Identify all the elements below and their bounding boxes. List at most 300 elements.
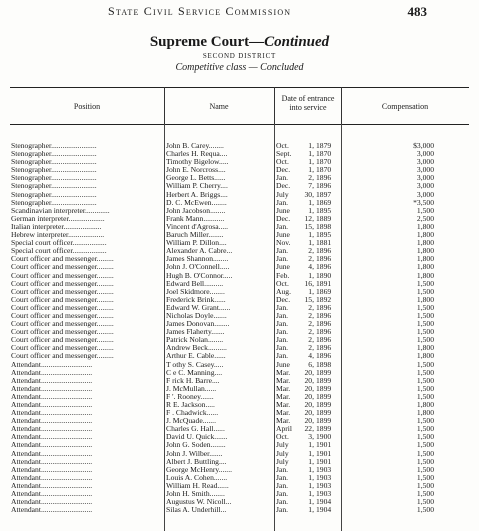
cell-name: John H. Smith........ bbox=[166, 490, 225, 499]
cell-month: Mar. bbox=[276, 376, 291, 385]
cell-month: Jan. bbox=[276, 303, 289, 312]
cell-month: June bbox=[276, 206, 290, 215]
cell-month: June bbox=[276, 231, 290, 240]
cell-year: 1899 bbox=[316, 425, 332, 434]
cell-day: 1, bbox=[308, 465, 314, 474]
cell-comp: 1,800 bbox=[416, 271, 434, 280]
cell-name: J. McMullan...... bbox=[166, 384, 217, 393]
cell-day: 2, bbox=[308, 303, 314, 312]
column-header-compensation: Compensation bbox=[381, 102, 429, 111]
table-body bbox=[0, 142, 479, 514]
table-row bbox=[0, 239, 479, 247]
cell-position: Stenographer........................ bbox=[11, 166, 97, 175]
cell-position: Hebrew interpreter................... bbox=[11, 231, 105, 240]
cell-month: Feb. bbox=[276, 271, 290, 280]
cell-day: 1, bbox=[308, 239, 314, 248]
cell-year: 1896 bbox=[316, 174, 332, 183]
cell-name: John E. Norcross.... bbox=[166, 166, 226, 175]
header-divider bbox=[274, 87, 275, 124]
cell-position: Attendant........................... bbox=[11, 449, 93, 458]
table-row bbox=[0, 312, 479, 320]
cell-year: 1904 bbox=[316, 506, 332, 515]
cell-name: Charles H. Requa.... bbox=[166, 150, 228, 159]
table-top-rule bbox=[10, 87, 469, 88]
cell-name: William P. Cherry.... bbox=[166, 182, 228, 191]
cell-month: Mar. bbox=[276, 417, 291, 426]
cell-position: German interpreter................... bbox=[11, 214, 105, 223]
table-row bbox=[0, 377, 479, 385]
cell-position: Stenographer........................ bbox=[11, 198, 97, 207]
cell-month: Jan. bbox=[276, 336, 289, 345]
cell-name: Frederick Brink...... bbox=[166, 295, 226, 304]
table-row bbox=[0, 344, 479, 352]
cell-comp: *3,500 bbox=[413, 198, 434, 207]
cell-day: 20, bbox=[304, 417, 314, 426]
cell-year: 1879 bbox=[316, 142, 332, 150]
cell-day: 1, bbox=[308, 490, 314, 499]
cell-comp: 1,800 bbox=[416, 409, 434, 418]
cell-position: Attendant........................... bbox=[11, 360, 93, 369]
cell-month: July bbox=[276, 190, 289, 199]
cell-comp: 1,500 bbox=[416, 490, 434, 499]
cell-month: Dec. bbox=[276, 295, 291, 304]
cell-name: Joel Skidmore........ bbox=[166, 287, 225, 296]
table-row bbox=[0, 466, 479, 474]
cell-day: 15, bbox=[304, 295, 314, 304]
cell-day: 1, bbox=[308, 481, 314, 490]
cell-name: George McHenry....... bbox=[166, 465, 233, 474]
cell-comp: 1,500 bbox=[416, 303, 434, 312]
cell-comp: 1,500 bbox=[416, 206, 434, 215]
cell-comp: 1,500 bbox=[416, 506, 434, 515]
cell-name: James Flaherty....... bbox=[166, 328, 225, 337]
cell-position: Italian interpreter.................... bbox=[11, 222, 102, 231]
cell-day: 2, bbox=[308, 174, 314, 183]
column-header-position: Position bbox=[73, 102, 101, 111]
cell-comp: $3,000 bbox=[413, 142, 434, 150]
cell-month: Mar. bbox=[276, 392, 291, 401]
cell-name: R E. Jackson..... bbox=[166, 401, 215, 409]
table-row bbox=[0, 142, 479, 150]
cell-position: Court officer and messenger......... bbox=[11, 279, 114, 288]
cell-year: 1899 bbox=[316, 409, 332, 418]
cell-name: Vincent d'Agrosa..... bbox=[166, 222, 229, 231]
table-row bbox=[0, 409, 479, 417]
cell-day: 1, bbox=[308, 457, 314, 466]
cell-name: George L. Betts...... bbox=[166, 174, 226, 183]
cell-position: Court officer and messenger......... bbox=[11, 320, 114, 329]
cell-year: 1896 bbox=[316, 352, 332, 361]
table-row bbox=[0, 304, 479, 312]
cell-position: Attendant........................... bbox=[11, 457, 93, 466]
cell-month: Sept. bbox=[276, 150, 292, 159]
table-row bbox=[0, 417, 479, 425]
cell-year: 1897 bbox=[316, 190, 332, 199]
cell-position: Attendant........................... bbox=[11, 433, 93, 442]
cell-position: Attendant........................... bbox=[11, 417, 93, 426]
cell-comp: 1,500 bbox=[416, 441, 434, 450]
cell-day: 1, bbox=[308, 449, 314, 458]
cell-position: Stenographer........................ bbox=[11, 182, 97, 191]
cell-day: 1, bbox=[308, 198, 314, 207]
cell-position: Court officer and messenger......... bbox=[11, 328, 114, 337]
cell-year: 1896 bbox=[316, 255, 332, 264]
table-row bbox=[0, 369, 479, 377]
cell-comp: 1,500 bbox=[416, 449, 434, 458]
cell-day: 2, bbox=[308, 328, 314, 337]
cell-comp: 3,000 bbox=[416, 190, 434, 199]
table-row bbox=[0, 272, 479, 280]
table-row bbox=[0, 450, 479, 458]
cell-day: 1, bbox=[308, 506, 314, 515]
cell-comp: 1,500 bbox=[416, 376, 434, 385]
table-row bbox=[0, 458, 479, 466]
cell-name: Nicholas Doyle....... bbox=[166, 311, 227, 320]
cell-year: 1870 bbox=[316, 166, 332, 175]
cell-comp: 1,800 bbox=[416, 295, 434, 304]
cell-name: Louis A. Cohen....... bbox=[166, 473, 228, 482]
cell-month: Jan. bbox=[276, 174, 289, 183]
cell-month: Jan. bbox=[276, 506, 289, 515]
table-row bbox=[0, 231, 479, 239]
cell-day: 4, bbox=[308, 352, 314, 361]
cell-month: Oct. bbox=[276, 279, 289, 288]
cell-month: Mar. bbox=[276, 384, 291, 393]
cell-year: 1899 bbox=[316, 392, 332, 401]
cell-name: Timothy Bigelow..... bbox=[166, 158, 229, 167]
cell-position: Court officer and messenger......... bbox=[11, 352, 114, 361]
table-row bbox=[0, 441, 479, 449]
cell-position: Court officer and messenger......... bbox=[11, 255, 114, 264]
cell-comp: 1,500 bbox=[416, 287, 434, 296]
table-row bbox=[0, 401, 479, 409]
cell-comp: 1,500 bbox=[416, 311, 434, 320]
cell-year: 1899 bbox=[316, 384, 332, 393]
cell-name: Edward Bell.......... bbox=[166, 279, 224, 288]
cell-comp: 1,500 bbox=[416, 481, 434, 490]
cell-month: Jan. bbox=[276, 247, 289, 256]
cell-month: Jan. bbox=[276, 198, 289, 207]
cell-year: 1904 bbox=[316, 498, 332, 507]
cell-position: Attendant........................... bbox=[11, 384, 93, 393]
cell-day: 2, bbox=[308, 255, 314, 264]
cell-position: Special court officer.................. bbox=[11, 247, 107, 256]
table-row bbox=[0, 150, 479, 158]
cell-day: 1, bbox=[308, 166, 314, 175]
table-row bbox=[0, 255, 479, 263]
cell-year: 1899 bbox=[316, 368, 332, 377]
cell-comp: 2,500 bbox=[416, 214, 434, 223]
cell-day: 15, bbox=[304, 222, 314, 231]
table-row bbox=[0, 482, 479, 490]
cell-name: Augustus W. Nicoll... bbox=[166, 498, 232, 507]
cell-day: 1, bbox=[308, 231, 314, 240]
cell-day: 2, bbox=[308, 247, 314, 256]
cell-comp: 1,500 bbox=[416, 336, 434, 345]
cell-day: 20, bbox=[304, 376, 314, 385]
cell-comp: 1,500 bbox=[416, 465, 434, 474]
cell-name: Charles G. Hall...... bbox=[166, 425, 225, 434]
running-title: State Civil Service Commission bbox=[108, 4, 292, 18]
cell-comp: 3,000 bbox=[416, 182, 434, 191]
cell-day: 1, bbox=[308, 473, 314, 482]
table-row bbox=[0, 174, 479, 182]
cell-comp: 1,800 bbox=[416, 255, 434, 264]
cell-name: James Donovan........ bbox=[166, 320, 230, 329]
cell-month: Dec. bbox=[276, 182, 291, 191]
table-row bbox=[0, 393, 479, 401]
cell-name: F . Chadwick...... bbox=[166, 409, 219, 418]
table-row bbox=[0, 296, 479, 304]
cell-month: April bbox=[276, 425, 293, 434]
cell-day: 6, bbox=[308, 360, 314, 369]
cell-month: Jan. bbox=[276, 222, 289, 231]
cell-position: Stenographer........................ bbox=[11, 142, 97, 150]
cell-comp: 1,500 bbox=[416, 417, 434, 426]
table-row bbox=[0, 263, 479, 271]
cell-name: Silas A. Underhill... bbox=[166, 506, 227, 515]
cell-name: John Jacobson........ bbox=[166, 206, 226, 215]
cell-name: T othy S. Casey..... bbox=[166, 360, 224, 369]
section-continued: —Continued bbox=[249, 34, 330, 50]
cell-month: Jan. bbox=[276, 344, 289, 353]
cell-comp: 1,500 bbox=[416, 498, 434, 507]
table-row bbox=[0, 506, 479, 514]
cell-day: 20, bbox=[304, 409, 314, 418]
cell-comp: 1,500 bbox=[416, 473, 434, 482]
cell-name: Edward W. Grant...... bbox=[166, 303, 231, 312]
cell-name: John J. Wilber....... bbox=[166, 449, 223, 458]
cell-comp: 1,800 bbox=[416, 401, 434, 409]
cell-name: John J. O'Connell..... bbox=[166, 263, 230, 272]
table-row bbox=[0, 223, 479, 231]
cell-year: 1901 bbox=[316, 457, 332, 466]
cell-day: 1, bbox=[308, 441, 314, 450]
cell-day: 1, bbox=[308, 142, 314, 150]
cell-name: William H. Read...... bbox=[166, 481, 229, 490]
cell-position: Stenographer........................ bbox=[11, 190, 97, 199]
cell-name: James Shannon........ bbox=[166, 255, 229, 264]
cell-comp: 1,800 bbox=[416, 344, 434, 353]
cell-position: Attendant........................... bbox=[11, 401, 93, 409]
cell-month: Jan. bbox=[276, 498, 289, 507]
cell-position: Attendant........................... bbox=[11, 376, 93, 385]
cell-position: Stenographer........................ bbox=[11, 174, 97, 183]
cell-year: 1903 bbox=[316, 490, 332, 499]
cell-comp: 1,500 bbox=[416, 279, 434, 288]
table-row bbox=[0, 247, 479, 255]
cell-position: Attendant........................... bbox=[11, 425, 93, 434]
table-row bbox=[0, 158, 479, 166]
cell-position: Attendant........................... bbox=[11, 498, 93, 507]
cell-day: 20, bbox=[304, 392, 314, 401]
cell-day: 2, bbox=[308, 344, 314, 353]
cell-month: Jan. bbox=[276, 473, 289, 482]
cell-name: J. McQuade....... bbox=[166, 417, 216, 426]
cell-position: Attendant........................... bbox=[11, 481, 93, 490]
cell-year: 1896 bbox=[316, 182, 332, 191]
cell-comp: 1,800 bbox=[416, 263, 434, 272]
cell-year: 1890 bbox=[316, 271, 332, 280]
table-row bbox=[0, 207, 479, 215]
cell-day: 1, bbox=[308, 271, 314, 280]
cell-month: July bbox=[276, 457, 289, 466]
cell-position: Attendant........................... bbox=[11, 490, 93, 499]
cell-day: 1, bbox=[308, 158, 314, 167]
cell-position: Court officer and messenger......... bbox=[11, 271, 114, 280]
cell-year: 1898 bbox=[316, 222, 332, 231]
cell-month: Oct. bbox=[276, 142, 289, 150]
table-row bbox=[0, 425, 479, 433]
cell-month: Mar. bbox=[276, 409, 291, 418]
cell-year: 1899 bbox=[316, 376, 332, 385]
cell-comp: 3,000 bbox=[416, 174, 434, 183]
cell-day: 1, bbox=[308, 498, 314, 507]
cell-year: 1896 bbox=[316, 328, 332, 337]
cell-year: 1903 bbox=[316, 473, 332, 482]
cell-month: Oct. bbox=[276, 433, 289, 442]
cell-year: 1881 bbox=[316, 239, 332, 248]
cell-day: 1, bbox=[308, 150, 314, 159]
cell-comp: 1,500 bbox=[416, 320, 434, 329]
table-row bbox=[0, 385, 479, 393]
table-row bbox=[0, 166, 479, 174]
cell-comp: 1,500 bbox=[416, 368, 434, 377]
cell-month: Jan. bbox=[276, 328, 289, 337]
cell-comp: 1,800 bbox=[416, 239, 434, 248]
cell-comp: 3,000 bbox=[416, 158, 434, 167]
cell-year: 1896 bbox=[316, 320, 332, 329]
cell-month: Jan. bbox=[276, 481, 289, 490]
cell-name: Alexander A. Cabre... bbox=[166, 247, 233, 256]
cell-comp: 1,500 bbox=[416, 360, 434, 369]
cell-position: Court officer and messenger......... bbox=[11, 263, 114, 272]
cell-position: Stenographer........................ bbox=[11, 158, 97, 167]
cell-month: Oct. bbox=[276, 158, 289, 167]
cell-month: Jan. bbox=[276, 352, 289, 361]
table-header-rule bbox=[10, 124, 469, 125]
cell-position: Court officer and messenger......... bbox=[11, 336, 114, 345]
cell-year: 1891 bbox=[316, 279, 332, 288]
cell-name: Baruch Miller........ bbox=[166, 231, 224, 240]
section-heading bbox=[0, 34, 479, 51]
cell-comp: 1,500 bbox=[416, 457, 434, 466]
cell-day: 7, bbox=[308, 182, 314, 191]
cell-day: 2, bbox=[308, 311, 314, 320]
cell-comp: 1,800 bbox=[416, 247, 434, 256]
cell-year: 1899 bbox=[316, 401, 332, 409]
table-row bbox=[0, 336, 479, 344]
cell-day: 20, bbox=[304, 368, 314, 377]
cell-position: Stenographer........................ bbox=[11, 150, 97, 159]
table-row bbox=[0, 199, 479, 207]
cell-name: William P. Dillon.... bbox=[166, 239, 227, 248]
table-row bbox=[0, 320, 479, 328]
cell-day: 22, bbox=[304, 425, 314, 434]
table-row bbox=[0, 498, 479, 506]
cell-day: 20, bbox=[304, 401, 314, 409]
cell-position: Court officer and messenger......... bbox=[11, 295, 114, 304]
cell-year: 1901 bbox=[316, 449, 332, 458]
cell-position: Court officer and messenger......... bbox=[11, 287, 114, 296]
cell-day: 12, bbox=[304, 214, 314, 223]
table-row bbox=[0, 490, 479, 498]
cell-day: 4, bbox=[308, 263, 314, 272]
cell-day: 1, bbox=[308, 287, 314, 296]
table-row bbox=[0, 361, 479, 369]
cell-comp: 1,500 bbox=[416, 433, 434, 442]
cell-year: 1901 bbox=[316, 441, 332, 450]
cell-year: 1896 bbox=[316, 344, 332, 353]
cell-position: Court officer and messenger......... bbox=[11, 303, 114, 312]
cell-year: 1896 bbox=[316, 336, 332, 345]
cell-day: 1, bbox=[308, 206, 314, 215]
cell-month: Jan. bbox=[276, 255, 289, 264]
cell-comp: 1,500 bbox=[416, 425, 434, 434]
cell-name: David U. Quick....... bbox=[166, 433, 228, 442]
cell-name: Arthur E. Cable...... bbox=[166, 352, 226, 361]
cell-position: Attendant........................... bbox=[11, 392, 93, 401]
cell-position: Attendant........................... bbox=[11, 441, 93, 450]
cell-name: C e C. Manning.... bbox=[166, 368, 223, 377]
table-row bbox=[0, 474, 479, 482]
cell-year: 1896 bbox=[316, 247, 332, 256]
cell-year: 1903 bbox=[316, 465, 332, 474]
district-label: SECOND DISTRICT bbox=[202, 52, 277, 60]
cell-name: Hugh B. O'Connor..... bbox=[166, 271, 233, 280]
cell-month: Aug. bbox=[276, 287, 291, 296]
cell-comp: 1,800 bbox=[416, 231, 434, 240]
cell-year: 1900 bbox=[316, 433, 332, 442]
cell-name: Frank Mann........... bbox=[166, 214, 225, 223]
cell-comp: 1,500 bbox=[416, 384, 434, 393]
cell-year: 1869 bbox=[316, 198, 332, 207]
cell-day: 2, bbox=[308, 336, 314, 345]
cell-year: 1896 bbox=[316, 303, 332, 312]
cell-position: Attendant........................... bbox=[11, 368, 93, 377]
cell-year: 1899 bbox=[316, 417, 332, 426]
cell-year: 1898 bbox=[316, 360, 332, 369]
cell-comp: 3,000 bbox=[416, 150, 434, 159]
cell-month: Jan. bbox=[276, 311, 289, 320]
cell-month: Mar. bbox=[276, 368, 291, 377]
cell-position: Court officer and messenger......... bbox=[11, 311, 114, 320]
cell-day: 2, bbox=[308, 320, 314, 329]
section-title: Supreme Court bbox=[149, 34, 250, 50]
page-number: 483 bbox=[407, 4, 427, 19]
cell-month: Jan. bbox=[276, 490, 289, 499]
cell-position: Court officer and messenger......... bbox=[11, 344, 114, 353]
cell-month: Dec. bbox=[276, 166, 291, 175]
cell-year: 1889 bbox=[316, 214, 332, 223]
class-label: Competitive class — Concluded bbox=[175, 62, 304, 73]
cell-month: Jan. bbox=[276, 465, 289, 474]
table-row bbox=[0, 352, 479, 360]
cell-year: 1895 bbox=[316, 231, 332, 240]
cell-comp: 1,800 bbox=[416, 352, 434, 361]
cell-year: 1896 bbox=[316, 263, 332, 272]
cell-year: 1870 bbox=[316, 158, 332, 167]
cell-position: Attendant........................... bbox=[11, 473, 93, 482]
cell-name: F rick H. Barre.... bbox=[166, 376, 220, 385]
cell-name: Albert J. Buttling.... bbox=[166, 457, 227, 466]
cell-comp: 1,500 bbox=[416, 392, 434, 401]
column-header-date: Date of entrance into service bbox=[281, 94, 335, 112]
cell-month: July bbox=[276, 441, 289, 450]
cell-name: John B. Carey........ bbox=[166, 142, 224, 150]
cell-day: 20, bbox=[304, 384, 314, 393]
table-row bbox=[0, 191, 479, 199]
